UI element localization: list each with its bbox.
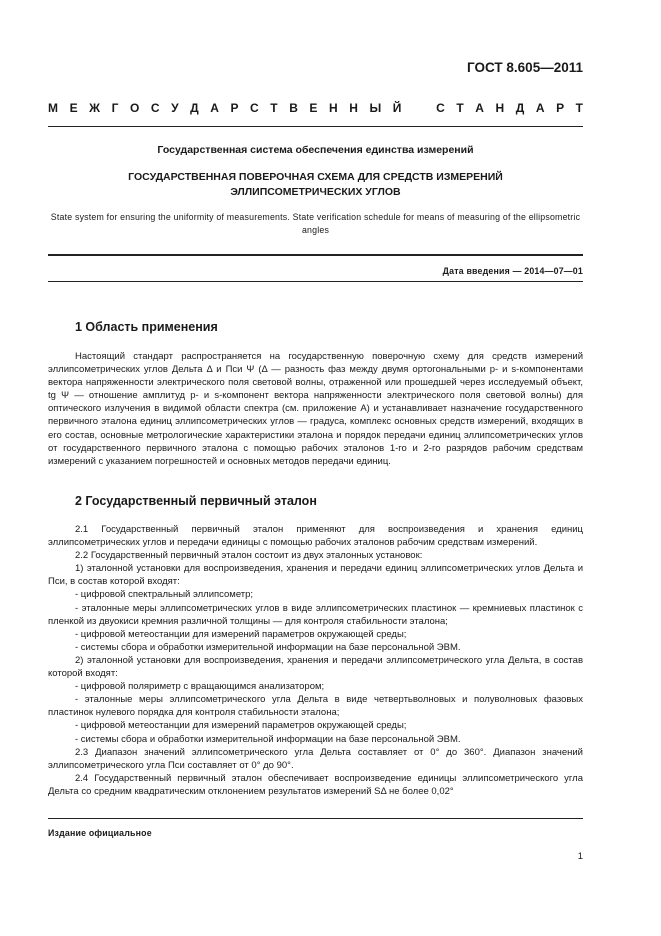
banner-letter: С bbox=[250, 101, 259, 115]
banner-letter: Р bbox=[230, 101, 239, 115]
section-2-paragraph: - системы сбора и обработки измерительной информации на базе персональной ЭВМ. bbox=[75, 641, 461, 653]
date-rule bbox=[48, 281, 583, 282]
banner-letter: Г bbox=[111, 101, 119, 115]
title-rule bbox=[48, 254, 583, 256]
official-edition-label: Издание официальное bbox=[48, 828, 152, 838]
section-2-paragraph: - эталонные меры эллипсометрического угла Дельта в виде четвертьволновых и полуволновых фазовых пластинок нулевого порядка для контроля стабильности эталона; bbox=[48, 694, 583, 719]
banner-letter: У bbox=[171, 101, 179, 115]
banner-letter: Р bbox=[556, 101, 565, 115]
section-2-paragraph: 2.4 Государственный первичный эталон обеспечивает воспроизведение единицы эллипсометрического угла Дельта со средним квадратическим отклонением результатов измерений SΔ не более 0,02° bbox=[48, 772, 583, 797]
section-1-title: 1 Область применения bbox=[75, 320, 218, 334]
banner-letter: Т bbox=[270, 101, 278, 115]
english-title: State system for ensuring the uniformity of measurements. State verification schedule for means of measuring of the ellipsometric angles bbox=[50, 212, 581, 235]
main-title bbox=[48, 170, 583, 200]
section-2-paragraph: - системы сбора и обработки измерительной информации на базе персональной ЭВМ. bbox=[75, 733, 461, 745]
banner-letter: А bbox=[210, 101, 219, 115]
banner-letter: С bbox=[150, 101, 160, 115]
document-code: ГОСТ 8.605—2011 bbox=[467, 60, 583, 75]
banner-letter: Т bbox=[575, 101, 583, 115]
banner-letter: Д bbox=[515, 101, 525, 115]
banner-letter: Т bbox=[456, 101, 464, 115]
section-1-body bbox=[48, 350, 583, 468]
section-2-paragraph: - цифровой метеостанции для измерений параметров окружающей среды; bbox=[75, 720, 407, 732]
section-2-paragraph: - цифровой спектральный эллипсометр; bbox=[75, 589, 254, 601]
banner-letter: С bbox=[436, 101, 445, 115]
banner-letter: М bbox=[48, 101, 58, 115]
banner-letter: Н bbox=[329, 101, 338, 115]
main-title-line-1: ГОСУДАРСТВЕННАЯ ПОВЕРОЧНАЯ СХЕМА ДЛЯ СРЕДСТВ ИЗМЕРЕНИЙ bbox=[128, 171, 503, 183]
banner-letter: Е bbox=[69, 101, 78, 115]
banner-letter: О bbox=[129, 101, 140, 115]
section-2-paragraph: 2.3 Диапазон значений эллипсометрического угла Дельта составляет от 0° до 360°. Диапазон значений эллипсометрического угла Пси составляет от 0° до 90°. bbox=[48, 746, 583, 771]
banner-letter: А bbox=[535, 101, 545, 115]
banner-letter: Н bbox=[495, 101, 505, 115]
introduction-date: Дата введения — 2014—07—01 bbox=[442, 266, 583, 276]
banner-letter: Е bbox=[309, 101, 318, 115]
header-rule bbox=[48, 126, 583, 127]
footer-rule bbox=[48, 818, 583, 819]
section-2-title: 2 Государственный первичный эталон bbox=[75, 494, 317, 508]
page-number: 1 bbox=[577, 851, 583, 862]
banner-letter: Н bbox=[349, 101, 358, 115]
banner-letter: Ж bbox=[89, 101, 100, 115]
section-1-paragraph: Настоящий стандарт распространяется на государственную поверочную схему для средств измерений эллипсометрических углов Дельта Δ и Пси Ψ (Δ — разность фаз между двумя ортогональными p- и s-компонентами вектора напряженности электрического поля световой волны, отраженной или прошедшей через исследуемый объект, tg Ψ — отношение амплитуд p- и s-компонент вектора напряженности электрического поля световой волны) для оптического излучения в видимой области спектра (см. приложение А) и устанавливает назначение государственного первичного эталона единиц эллипсометрических углов — градуса, комплекс основных средств измерений, входящих в его состав, основные метрологические характеристики эталона и порядок передачи единиц эллипсометрических углов от государственного первичного эталона с помощью рабочих эталонов 1-го и 2-го разрядов рабочим средствам измерений с указанием погрешностей и основных методов передачи единиц. bbox=[48, 351, 583, 467]
main-title-line-2: ЭЛЛИПСОМЕТРИЧЕСКИХ УГЛОВ bbox=[230, 186, 401, 198]
section-2-paragraph: 2.1 Государственный первичный эталон применяют для воспроизведения и хранения единиц эллипсометрических углов и передачи единицы с помощью рабочих эталонов рабочим средствам измерений. bbox=[48, 524, 583, 549]
section-2-body bbox=[48, 523, 583, 798]
section-2-paragraph: 2) эталонной установки для воспроизведения, хранения и передачи эллипсометрического угла Дельта, в состав которой входят: bbox=[48, 654, 583, 680]
banner-letter: Д bbox=[190, 101, 199, 115]
section-2-paragraph: - цифровой метеостанции для измерений параметров окружающей среды; bbox=[75, 628, 407, 640]
section-2-paragraph: 2.2 Государственный первичный эталон состоит из двух эталонных установок: bbox=[75, 550, 423, 562]
system-title: Государственная система обеспечения единства измерений bbox=[157, 144, 474, 156]
banner-letter: Ы bbox=[369, 101, 382, 115]
banner-letter: Й bbox=[392, 101, 402, 115]
banner-letter: А bbox=[475, 101, 484, 115]
section-2-paragraph: - цифровой поляриметр с вращающимся анализатором; bbox=[75, 681, 325, 693]
section-2-paragraph: 1) эталонной установки для воспроизведения, хранения и передачи единиц эллипсометрических углов Дельта и Пси, в состав которой входят: bbox=[48, 563, 583, 588]
interstate-standard-banner bbox=[48, 101, 583, 115]
section-2-paragraph: - эталонные меры эллипсометрических углов в виде эллипсометрических пластинок — кремниевых пластинок с пленкой из двуокиси кремния различной толщины — для контроля стабильности эталона; bbox=[48, 602, 583, 627]
banner-letter: В bbox=[289, 101, 298, 115]
